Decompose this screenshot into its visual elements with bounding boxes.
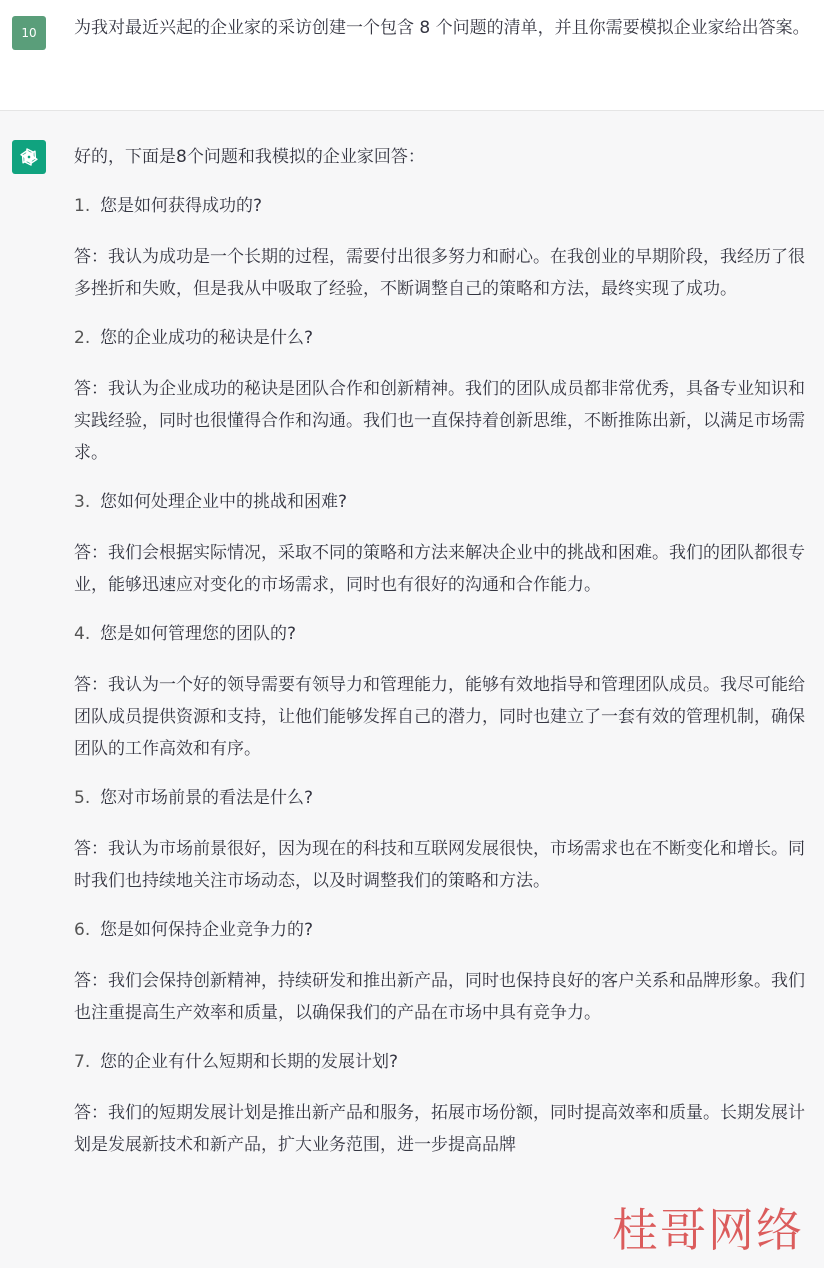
question-number: 2. bbox=[74, 328, 91, 348]
question-number: 1. bbox=[74, 196, 91, 216]
question bbox=[74, 620, 814, 648]
question-text: 您对市场前景的看法是什么? bbox=[100, 788, 314, 808]
question bbox=[74, 1048, 814, 1076]
answer-text: 答：我认为企业成功的秘诀是团队合作和创新精神。我们的团队成员都非常优秀，具备专业知识和实践经验，同时也很懂得合作和沟通。我们也一直保持着创新思维，不断推陈出新，以满足市场需求。 bbox=[74, 379, 805, 463]
question-text: 您是如何管理您的团队的? bbox=[100, 624, 297, 644]
answer-text: 答：我们会根据实际情况，采取不同的策略和方法来解决企业中的挑战和困难。我们的团队都很专业，能够迅速应对变化的市场需求，同时也有很好的沟通和合作能力。 bbox=[74, 543, 805, 595]
question-text: 您如何处理企业中的挑战和困难? bbox=[100, 492, 348, 512]
qa-item bbox=[74, 916, 814, 1029]
question bbox=[74, 192, 814, 220]
question-text: 您的企业成功的秘诀是什么? bbox=[100, 328, 314, 348]
qa-item bbox=[74, 488, 814, 601]
assistant-message bbox=[0, 111, 824, 1268]
answer-text: 答：我认为成功是一个长期的过程，需要付出很多努力和耐心。在我创业的早期阶段，我经历了很多挫折和失败，但是我从中吸取了经验，不断调整自己的策略和方法，最终实现了成功。 bbox=[74, 247, 805, 299]
openai-logo-icon bbox=[12, 140, 46, 174]
answer-text: 答：我认为市场前景很好，因为现在的科技和互联网发展很快，市场需求也在不断变化和增长。同时我们也持续地关注市场动态，以及时调整我们的策略和方法。 bbox=[74, 839, 805, 891]
question bbox=[74, 324, 814, 352]
watermark: 桂哥网络 bbox=[612, 1203, 804, 1257]
assistant-message-content bbox=[74, 143, 814, 1180]
assistant-intro: 好的，下面是8个问题和我模拟的企业家回答： bbox=[74, 147, 425, 167]
qa-item bbox=[74, 620, 814, 765]
user-message-text: 为我对最近兴起的企业家的采访创建一个包含 8 个问题的清单，并且你需要模拟企业家给出答案。 bbox=[74, 18, 810, 38]
question bbox=[74, 488, 814, 516]
answer-text: 答：我们会保持创新精神，持续研发和推出新产品，同时也保持良好的客户关系和品牌形象。我们也注重提高生产效率和质量，以确保我们的产品在市场中具有竞争力。 bbox=[74, 971, 805, 1023]
answer-text: 答：我们的短期发展计划是推出新产品和服务，拓展市场份额，同时提高效率和质量。长期发展计划是发展新技术和新产品，扩大业务范围，进一步提高品牌 bbox=[74, 1103, 805, 1155]
question-text: 您是如何获得成功的? bbox=[100, 196, 263, 216]
qa-list bbox=[74, 192, 814, 1161]
qa-item bbox=[74, 784, 814, 897]
question-number: 6. bbox=[74, 920, 91, 940]
qa-item bbox=[74, 192, 814, 305]
question-text: 您的企业有什么短期和长期的发展计划? bbox=[100, 1052, 399, 1072]
user-message bbox=[0, 0, 824, 111]
user-avatar: 10 bbox=[12, 16, 46, 50]
question-number: 4. bbox=[74, 624, 91, 644]
question bbox=[74, 916, 814, 944]
question bbox=[74, 784, 814, 812]
question-number: 7. bbox=[74, 1052, 91, 1072]
qa-item bbox=[74, 1048, 814, 1161]
question-number: 5. bbox=[74, 788, 91, 808]
qa-item bbox=[74, 324, 814, 469]
question-number: 3. bbox=[74, 492, 91, 512]
question-text: 您是如何保持企业竞争力的? bbox=[100, 920, 314, 940]
answer-text: 答：我认为一个好的领导需要有领导力和管理能力，能够有效地指导和管理团队成员。我尽可能给团队成员提供资源和支持，让他们能够发挥自己的潜力，同时也建立了一套有效的管理机制，确保团队的工作高效和有序。 bbox=[74, 675, 805, 759]
